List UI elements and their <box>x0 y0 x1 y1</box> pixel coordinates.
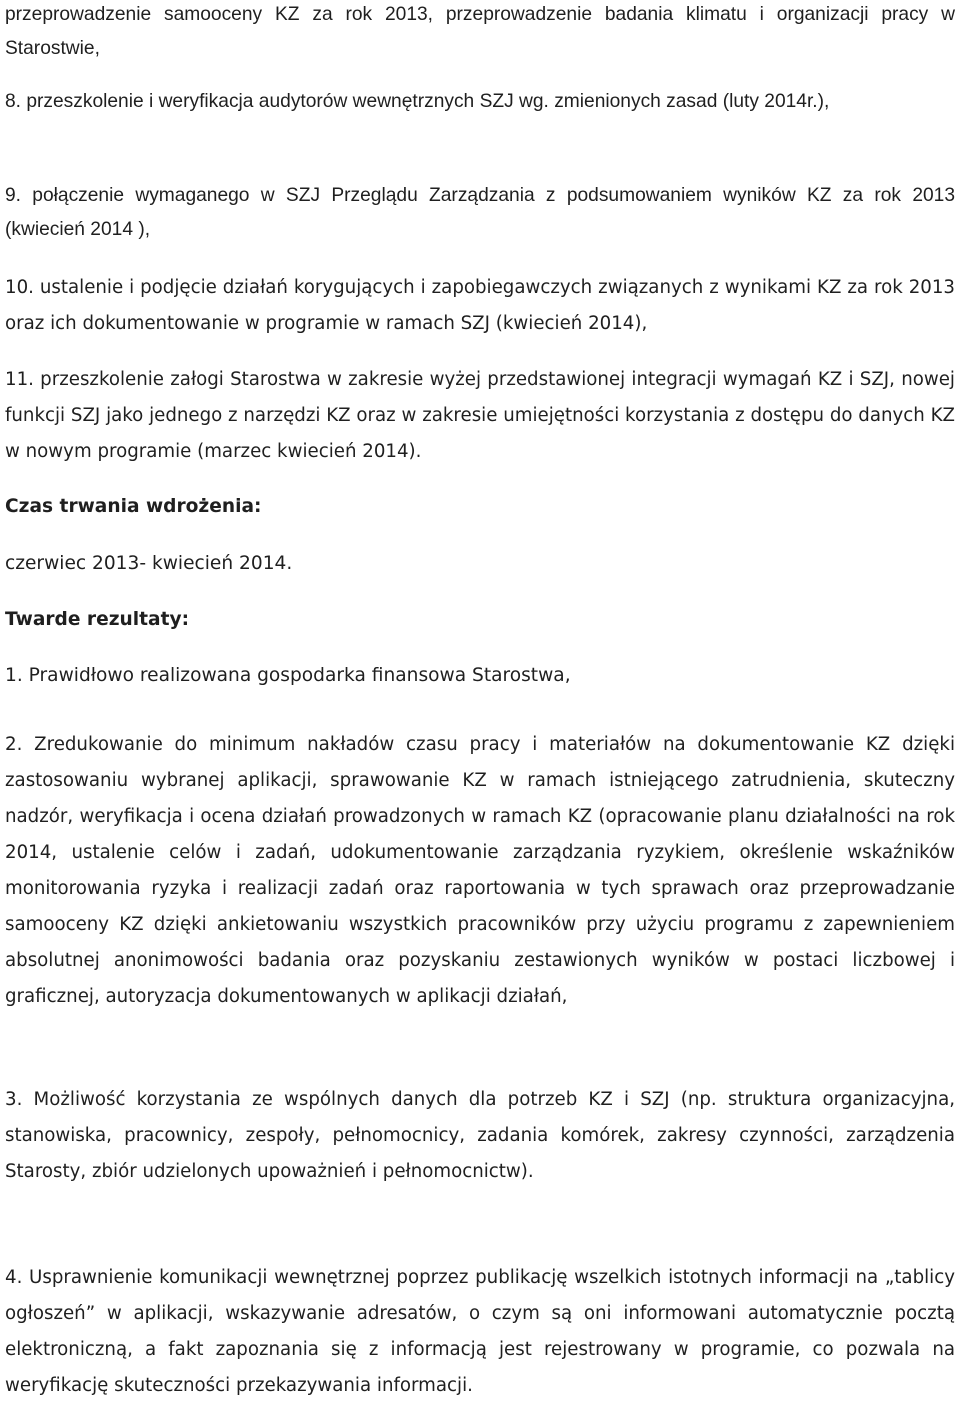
result-item-4: 4. Usprawnienie komunikacji wewnętrznej poprzez publikację wszelkich istotnych informacji na „tablicy ogłoszeń” w aplikacji, wskazywanie adresatów, o czym są oni informowani automatycznie pocztą elektroniczną, a fakt zapoznania się z informacją jest rejestrowany w programie, co pozwala na weryfikację skuteczności przekazywania informacji. <box>5 1267 955 1396</box>
heading-hard-results: Twarde rezultaty: <box>5 609 190 630</box>
heading-duration: Czas trwania wdrożenia: <box>5 496 262 517</box>
result-item-1: 1. Prawidłowo realizowana gospodarka finansowa Starostwa, <box>5 665 571 686</box>
paragraph-item-8: 8. przeszkolenie i weryfikacja audytorów wewnętrznych SZJ wg. zmienionych zasad (luty 2014r.), <box>5 91 830 112</box>
paragraph-item-9: 9. połączenie wymaganego w SZJ Przeglądu Zarządzania z podsumowaniem wyników KZ za rok 2013 (kwiecień 2014 ), <box>5 185 955 240</box>
paragraph-item-10: 10. ustalenie i podjęcie działań korygujących i zapobiegawczych związanych z wynikami KZ za rok 2013 oraz ich dokumentowanie w programie w ramach SZJ (kwiecień 2014), <box>5 277 955 334</box>
paragraph-item-11: 11. przeszkolenie załogi Starostwa w zakresie wyżej przedstawionej integracji wymagań KZ i SZJ, nowej funkcji SZJ jako jednego z narzędzi KZ oraz w zakresie umiejętności korzystania z dostępu do danych KZ w nowym programie (marzec kwiecień 2014). <box>5 369 955 462</box>
duration-value: czerwiec 2013- kwiecień 2014. <box>5 553 293 574</box>
paragraph-item-7-continuation: przeprowadzenie samooceny KZ za rok 2013, przeprowadzenie badania klimatu i organizacji pracy w Starostwie, <box>5 4 955 59</box>
result-item-3: 3. Możliwość korzystania ze wspólnych danych dla potrzeb KZ i SZJ (np. struktura organizacyjna, stanowiska, pracownicy, zespoły, pełnomocnicy, zadania komórek, zakresy czynności, zarządzenia Starosty, zbiór udzielonych upoważnień i pełnomocnictw). <box>5 1089 955 1182</box>
result-item-2: 2. Zredukowanie do minimum nakładów czasu pracy i materiałów na dokumentowanie KZ dzięki zastosowaniu wybranej aplikacji, sprawowanie KZ w ramach istniejącego zatrudnienia, skuteczny nadzór, weryfikacja i ocena działań prowadzonych w ramach KZ (opracowanie planu działalności na rok 2014, ustalenie celów i zadań, udokumentowanie zarządzania ryzykiem, określenie wskaźników monitorowania ryzyka i realizacji zadań oraz raportowania w tych sprawach oraz przeprowadzanie samooceny KZ dzięki ankietowaniu wszystkich pracowników przy użyciu programu z zapewnieniem absolutnej anonimowości badania oraz pozyskaniu zestawionych wyników w postaci liczbowej i graficznej, autoryzacja dokumentowanych w aplikacji działań, <box>5 734 955 1007</box>
